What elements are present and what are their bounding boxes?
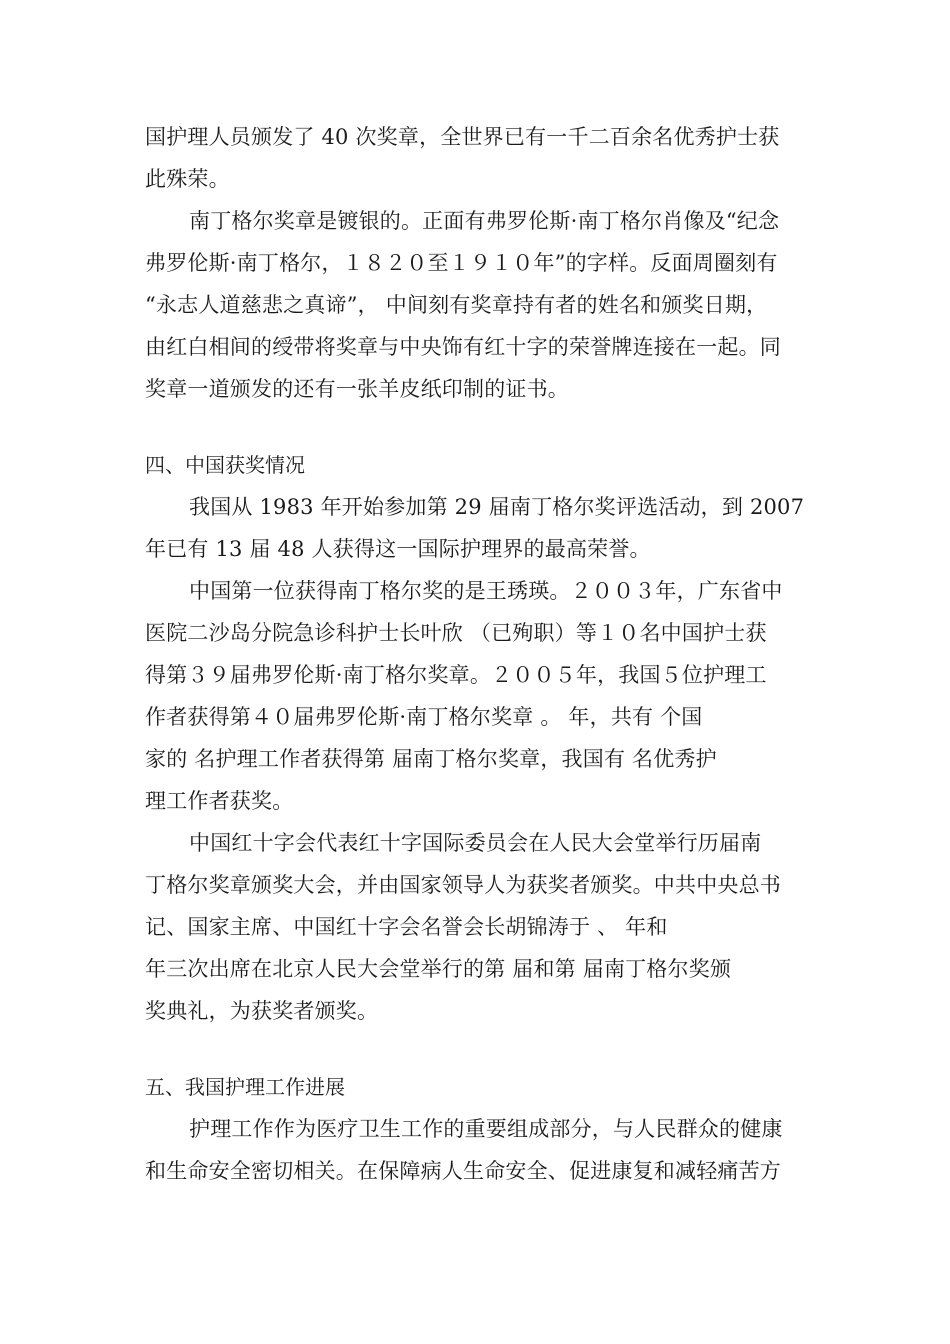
text-line: 家的 名护理工作者获得第 届南丁格尔奖章，我国有 名优秀护 [145,747,717,771]
text-line: 奖章一道颁发的还有一张羊皮纸印制的证书。 [145,377,569,401]
text-line: 我国从 1983 年开始参加第 29 届南丁格尔奖评选活动，到 2007 [189,495,805,519]
text-line: 中国红十字会代表红十字国际委员会在人民大会堂举行历届南 [189,831,762,855]
text-line: 理工作者获奖。 [145,789,294,813]
section-heading-china-awards: 四、中国获奖情况 [145,453,305,477]
paragraph-medal-description [145,200,810,410]
text-line: 此殊荣。 [145,167,230,191]
document-page [145,116,810,1192]
text-line: 年三次出席在北京人民大会堂举行的第 届和第 届南丁格尔奖颁 [145,957,732,981]
paragraph-participation [145,486,810,570]
text-line: 作者获得第４０届弗罗伦斯·南丁格尔奖章 。 年，共有 个国 [145,705,703,729]
text-line: 丁格尔奖章颁奖大会，并由国家领导人为获奖者颁奖。中共中央总书 [145,873,781,897]
text-line: 国护理人员颁发了 40 次奖章，全世界已有一千二百余名优秀护士获 [145,125,780,149]
paragraph-ceremony [145,822,810,1032]
paragraph-medal-count [145,116,810,200]
section-spacer [145,1032,810,1066]
paragraph-first-winner [145,570,810,822]
text-line: 奖典礼，为获奖者颁奖。 [145,999,379,1023]
text-line: 中国第一位获得南丁格尔奖的是王琇瑛。２００３年，广东省中 [189,579,783,603]
text-line: 由红白相间的绶带将奖章与中央饰有红十字的荣誉牌连接在一起。同 [145,335,781,359]
text-line: “永志人道慈悲之真谛”， 中间刻有奖章持有者的姓名和颁奖日期， [145,293,768,317]
text-line: 医院二沙岛分院急诊科护士长叶欣 （已殉职）等１０名中国护士获 [145,621,767,645]
text-line: 年已有 13 届 48 人获得这一国际护理界的最高荣誉。 [145,537,651,561]
text-line: 护理工作作为医疗卫生工作的重要组成部分，与人民群众的健康 [189,1117,783,1141]
text-line: 得第３９届弗罗伦斯·南丁格尔奖章。２００５年，我国５位护理工 [145,663,767,687]
text-line: 弗罗伦斯·南丁格尔，１８２０至１９１０年”的字样。反面周圈刻有 [145,251,778,275]
text-line: 南丁格尔奖章是镀银的。正面有弗罗伦斯·南丁格尔肖像及“纪念 [189,209,780,233]
text-line: 记、国家主席、中国红十字会名誉会长胡锦涛于 、 年和 [145,915,668,939]
section-heading-nursing-progress: 五、我国护理工作进展 [145,1075,345,1099]
paragraph-nursing-importance [145,1108,810,1192]
section-spacer [145,410,810,444]
text-line: 和生命安全密切相关。在保障病人生命安全、促进康复和减轻痛苦方 [145,1159,781,1183]
